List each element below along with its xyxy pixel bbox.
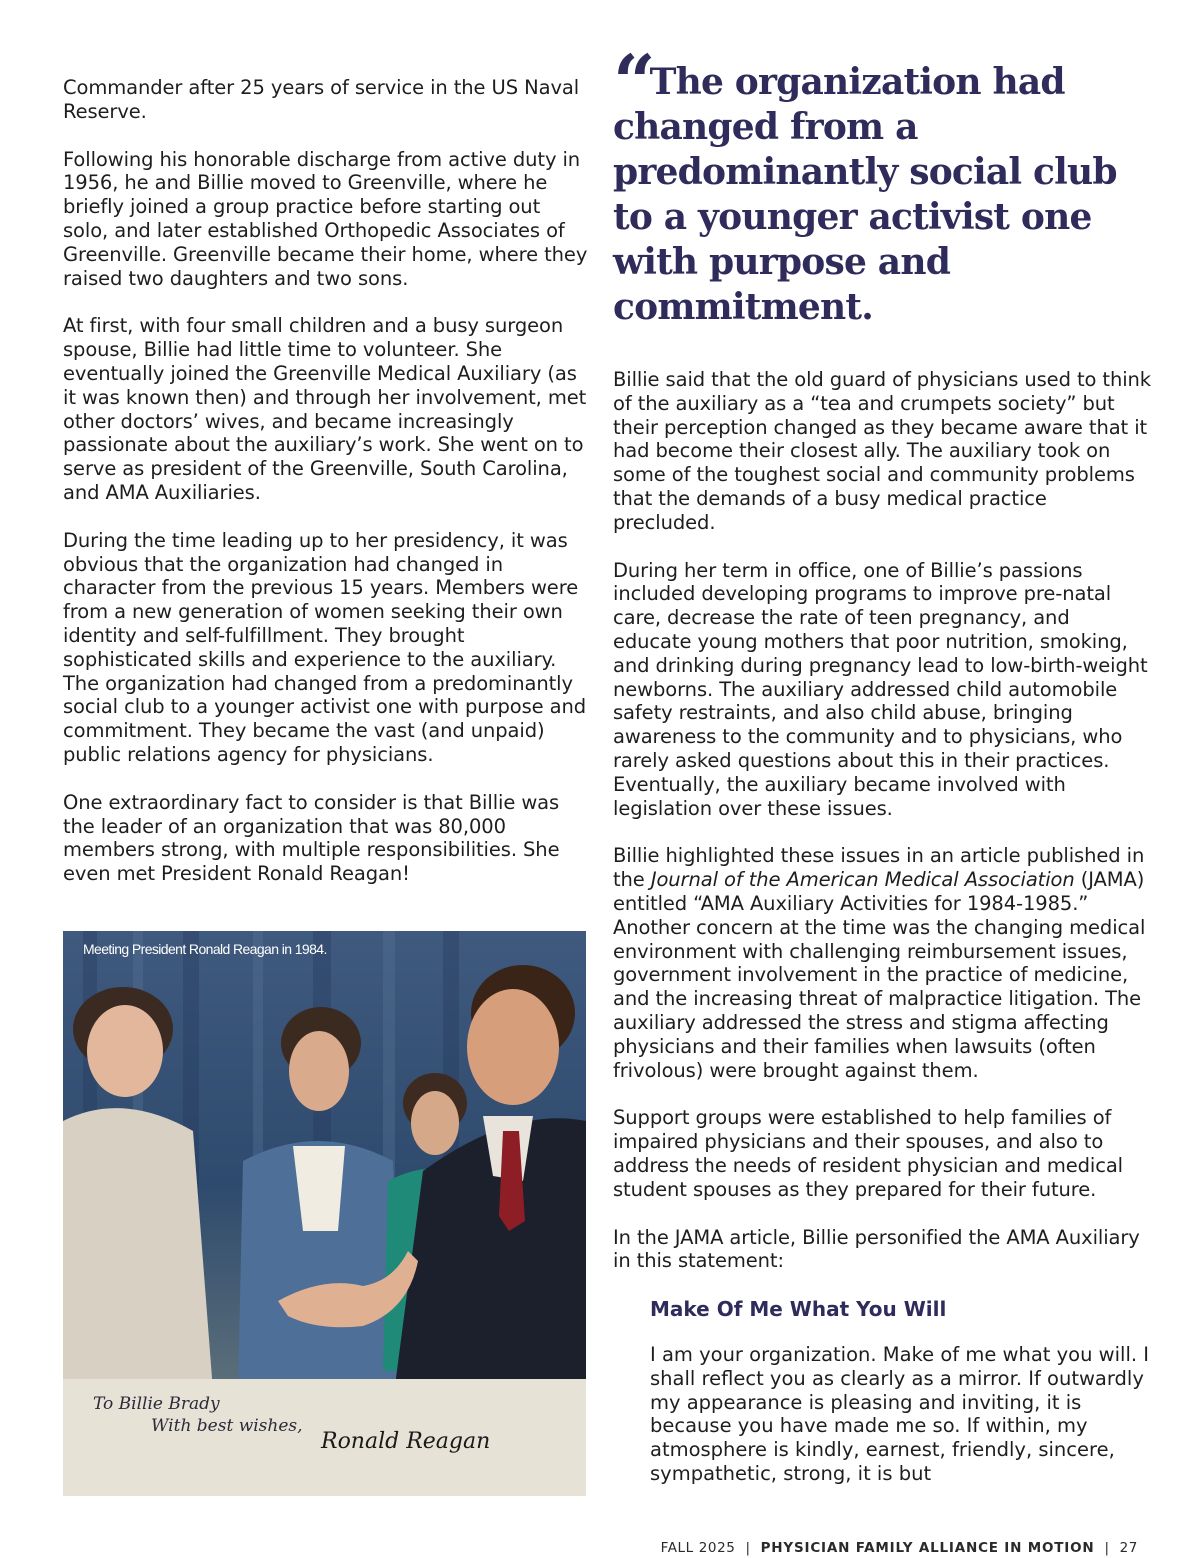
body-paragraph: Billie said that the old guard of physicians used to think of the auxiliary as a “tea and crumpets society” but their perception changed as they became aware that it had become their closest ally. The auxiliary took on some of the toughest social and community problems that the demands of a busy medical practice precluded. [613,368,1152,534]
body-paragraph: Support groups were established to help families of impaired physicians and their spouses, and also to address the needs of resident physician and medical student spouses as they prepared for their future. [613,1106,1123,1201]
footer-separator: | [1104,1540,1110,1556]
footer-separator: | [745,1540,751,1556]
reagan-signature: Ronald Reagan [321,1429,491,1454]
page-number: 27 [1119,1540,1138,1556]
body-paragraph: During her term in office, one of Billie’s passions included developing programs to improve pre-natal care, decrease the rate of teen pregnancy, and educate young mothers that poor nutrition, smoking, and drinking during pregnancy lead to low-birth-weight newborns. The auxiliary addressed child automobile safety restraints, and also child abuse, bringing awareness to the community and to physicians, who rarely asked questions about this in their practices. Eventually, the auxiliary became involved with legislation over these issues. [613,558,1148,820]
body-paragraph [613,844,1153,1082]
inscription-line-1: To Billie Brady [93,1394,220,1414]
body-paragraph: During the time leading up to her presidency, it was obvious that the organization had changed in character from the previous 15 years. Members were from a new generation of women seeking their own identity and self-fulfillment. They brought sophisticated skills and experience to the auxiliary. The organization had changed from a predominantly social club to a younger activist one with purpose and commitment. They became the vast (and unpaid) public relations agency for physicians. [63,528,587,766]
quote-mark-icon: “ [613,40,648,126]
inscription-line-2: With best wishes, [151,1416,303,1436]
photo-caption: Meeting President Ronald Reagan in 1984. [83,941,327,957]
left-column [63,76,588,910]
poem-title: Make Of Me What You Will [650,1297,947,1322]
body-paragraph: At first, with four small children and a busy surgeon spouse, Billie had little time to volunteer. She eventually joined the Greenville Medical Auxiliary (as it was known then) and through her involvement, met other doctors’ wives, and became increasingly passionate about the auxiliary’s work. She went on to serve as president of the Greenville, South Carolina, and AMA Auxiliaries. [63,314,587,504]
issue-label: FALL 2025 [660,1540,736,1556]
body-text-span: (JAMA) entitled “AMA Auxiliary Activities for 1984-1985.” Another concern at the time was the changing medical environment with challenging reimbursement issues, government involvement in the practice of medicine, and the increasing threat of malpractice litigation. The auxiliary addressed the stress and stigma affecting physicians and their families when lawsuits (often frivolous) were brought against them. [613,868,1146,1082]
pull-quote-text: The organization had changed from a predominantly social club to a younger activist one with purpose and commitment. [613,61,1117,328]
photo-inscription [93,1393,303,1437]
body-paragraph: Following his honorable discharge from active duty in 1956, he and Billie moved to Greenville, where he briefly joined a group practice before starting out solo, and later established Orthopedic Associates of Greenville. Greenville became their home, where they raised two daughters and two sons. [63,147,588,290]
magazine-title: PHYSICIAN FAMILY ALLIANCE IN MOTION [760,1540,1095,1556]
pull-quote [613,40,1153,330]
reagan-photo [63,931,586,1496]
body-paragraph: In the JAMA article, Billie personified the AMA Auxiliary in this statement: [613,1225,1140,1273]
poem-text: I am your organization. Make of me what you will. I shall reflect you as clearly as a mirror. If outwardly my appearance is pleasing and inviting, it is because you have made me so. If within, my atmosphere is kindly, earnest, friendly, sincere, sympathetic, strong, it is but [650,1343,1150,1486]
poem-block [650,1297,1153,1486]
body-paragraph: Commander after 25 years of service in the US Naval Reserve. [63,76,580,123]
body-text-span: Billie highlighted these issues in an article published in the [613,844,1145,892]
right-column [613,40,1153,1486]
page-footer [661,1540,1138,1556]
body-paragraph: One extraordinary fact to consider is that Billie was the leader of an organization that was 80,000 members strong, with multiple responsibilities. She even met President Ronald Reagan! [63,790,560,886]
journal-title: Journal of the American Medical Association [650,868,1075,892]
